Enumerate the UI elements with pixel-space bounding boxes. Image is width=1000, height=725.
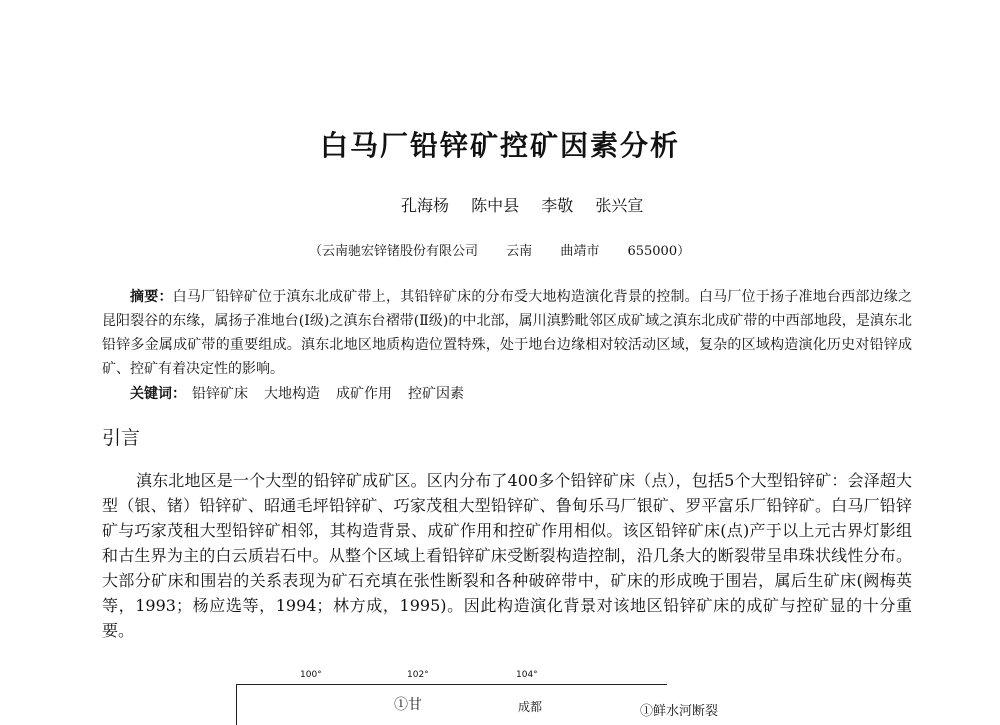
abstract — [102, 285, 912, 381]
map-frame — [236, 684, 667, 725]
author-name: 李敬 — [541, 196, 574, 215]
keyword: 大地构造 — [264, 386, 320, 402]
longitude-tick: 100° — [300, 670, 322, 680]
paper-title: 白马厂铅锌矿控矿因素分析 — [319, 129, 680, 162]
section-heading: 引言 — [102, 427, 141, 449]
longitude-tick: 102° — [407, 670, 429, 680]
keyword: 成矿作用 — [336, 386, 392, 402]
affiliation-city: 曲靖市 — [560, 244, 600, 259]
affiliation-company: （云南驰宏锌锗股份有限公司 — [309, 244, 479, 259]
author-name: 张兴宣 — [595, 196, 644, 215]
figure-legend: ①鲜水河断裂 — [640, 704, 719, 719]
affiliation — [309, 240, 690, 259]
longitude-tick: 104° — [516, 670, 538, 680]
keywords-label: 关键词： — [130, 386, 186, 402]
abstract-text: 白马厂铅锌矿位于滇东北成矿带上，其铅锌矿床的分布受大地构造演化背景的控制。白马厂位于扬子准地台西部边缘之昆阳裂谷的东缘，属扬子准地台(Ⅰ级)之滇东台褶带(Ⅱ级)的中北部，属川滇黔毗邻区成矿域之滇东北成矿带的中西部地段，是滇东北铅锌多金属成矿带的重要组成。滇东北地区地质构造位置特殊，处于地台边缘相对较活动区域，复杂的区域构造演化历史对铅锌成矿、控矿有着决定性的影响。 — [102, 289, 913, 377]
keyword: 铅锌矿床 — [192, 386, 248, 402]
keywords — [130, 383, 474, 403]
author-list — [401, 193, 643, 216]
author-name: 孔海杨 — [401, 196, 450, 215]
author-name: 陈中县 — [471, 196, 520, 215]
geologic-map-figure — [236, 670, 666, 720]
affiliation-province: 云南 — [506, 244, 533, 259]
keyword: 控矿因素 — [408, 386, 464, 402]
map-label-gan: ①甘 — [394, 697, 422, 713]
affiliation-postcode: 655000） — [627, 244, 691, 259]
intro-paragraph: 滇东北地区是一个大型的铅锌矿成矿区。区内分布了400多个铅锌矿床（点），包括5个大型铅锌矿：会泽超大型（银、锗）铅锌矿、昭通毛坪铅锌矿、巧家茂租大型铅锌矿、鲁甸乐马厂银矿、罗平富乐厂铅锌矿。白马厂铅锌矿与巧家茂租大型铅锌矿相邻，其构造背景、成矿作用和控矿作用相似。该区铅锌矿床(点)产于以上元古界灯影组和古生界为主的白云质岩石中。从整个区域上看铅锌矿床受断裂构造控制，沿几条大的断裂带呈串珠状线性分布。大部分矿床和围岩的关系表现为矿石充填在张性断裂和各种破碎带中，矿床的形成晚于围岩，属后生矿床(阙梅英等，1993；杨应选等，1994；林方成，1995)。因此构造演化背景对该地区铅锌矿床的成矿与控矿显的十分重要。 — [102, 471, 912, 640]
map-label-chengdu: 成都 — [518, 700, 543, 714]
abstract-label: 摘要： — [130, 289, 173, 305]
